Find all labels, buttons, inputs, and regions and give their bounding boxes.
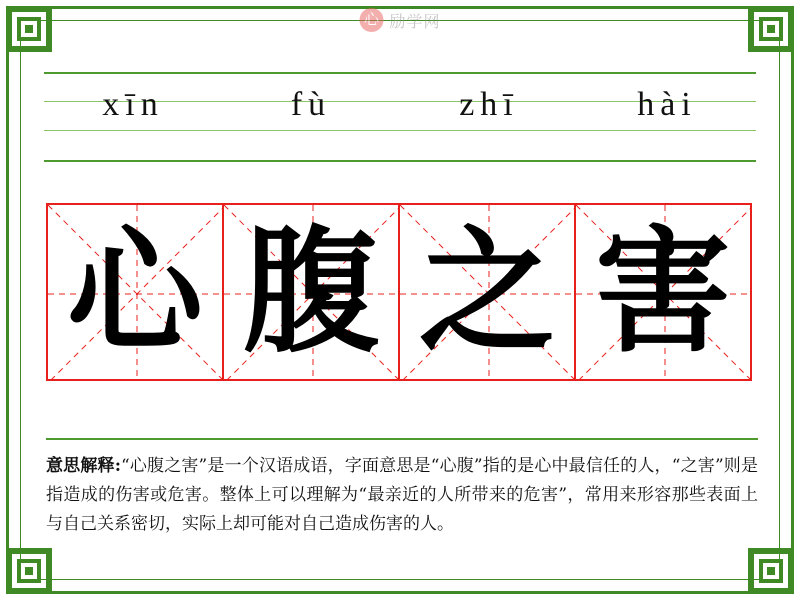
logo-icon: 心 bbox=[359, 8, 383, 32]
explanation-paragraph bbox=[46, 452, 758, 540]
pinyin-syllable-1: xīn bbox=[102, 86, 164, 123]
character-glyph-3: 之 bbox=[419, 212, 555, 372]
character-glyph-2: 腹 bbox=[243, 212, 379, 372]
pinyin-staff bbox=[44, 72, 756, 162]
corner-ornament-top-right bbox=[748, 6, 794, 52]
character-cell-4 bbox=[574, 203, 752, 381]
staff-line-bottom bbox=[44, 160, 756, 162]
explanation-body: “心腹之害”是一个汉语成语，字面意思是“心腹”指的是心中最信任的人，“之害”则是指造成的伤害或危害。整体上可以理解为“最亲近的人所带来的危害”，常用来形容那些表面上与自己关系密切，实际上却可能对自己造成伤害的人。 bbox=[46, 456, 758, 535]
character-cell-3 bbox=[398, 203, 576, 381]
pinyin-syllable-4: hài bbox=[637, 86, 697, 123]
pinyin-syllable-3: zhī bbox=[459, 86, 519, 123]
pinyin-syllable-2: fù bbox=[290, 86, 332, 123]
corner-ornament-top-left bbox=[6, 6, 52, 52]
pinyin-row bbox=[44, 72, 756, 160]
explanation-section bbox=[46, 438, 758, 540]
character-glyph-1: 心 bbox=[67, 212, 203, 372]
character-cell-1 bbox=[46, 203, 224, 381]
corner-ornament-bottom-left bbox=[6, 548, 52, 594]
character-cell-2 bbox=[222, 203, 400, 381]
character-glyph-4: 害 bbox=[595, 212, 731, 372]
explanation-divider bbox=[46, 438, 758, 440]
explanation-label: 意思解释: bbox=[46, 456, 121, 476]
corner-ornament-bottom-right bbox=[748, 548, 794, 594]
character-grid bbox=[46, 203, 750, 381]
site-logo bbox=[359, 8, 440, 32]
logo-label: 励学网 bbox=[389, 13, 441, 31]
